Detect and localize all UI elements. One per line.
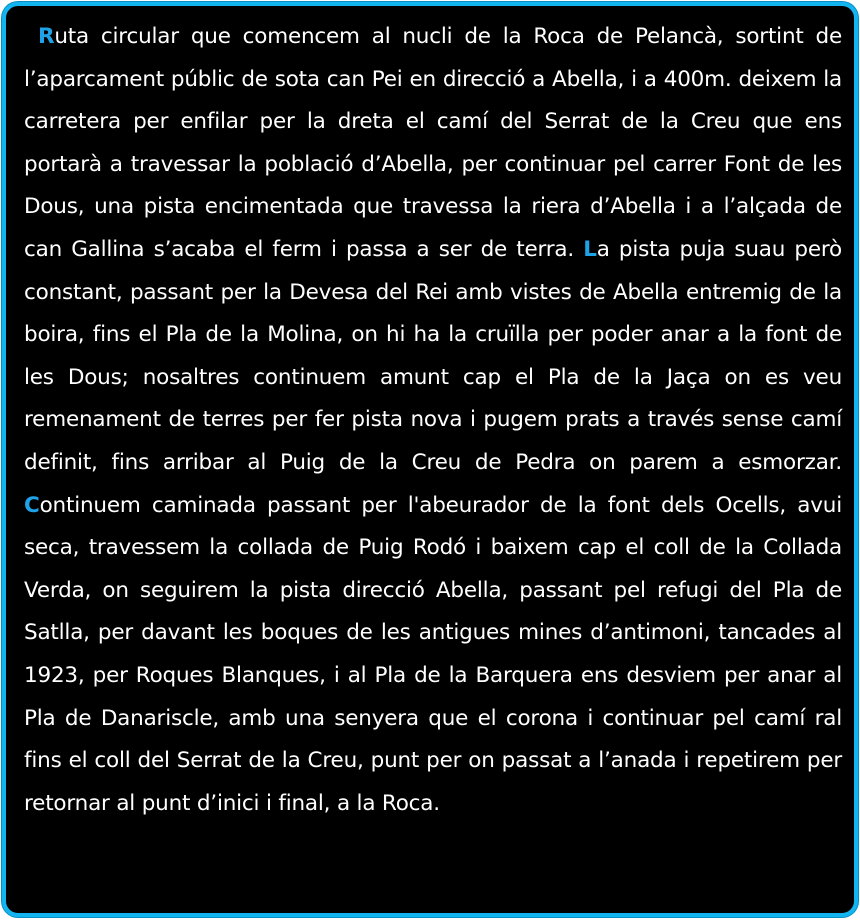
- route-description: [24, 16, 842, 825]
- text-panel: [2, 2, 858, 917]
- initial-letter-l: L: [583, 236, 597, 262]
- text-segment-2: a pista puja suau però constant, passant per la Devesa del Rei amb vistes de Abella entremig de la boira, fins el Pla de la Molina, on hi ha la cruïlla per poder anar a la font de les Dous; nosaltres continuem amunt cap el Pla de la Jaça on es veu remenament de terres per fer pista nova i pugem prats a través sense camí definit, fins arribar al Puig de la Creu de Pedra on parem a esmorzar.: [24, 236, 842, 475]
- text-segment-1: uta circular que comencem al nucli de la Roca de Pelancà, sortint de l’aparcament públic de sota can Pei en direcció a Abella, i a 400m. deixem la carretera per enfilar per la dreta el camí del Serrat de la Creu que ens portarà a travessar la població d’Abella, per continuar pel carrer Font de les Dous, una pista encimentada que travessa la riera d’Abella i a l’alçada de can Gallina s’acaba el ferm i passa a ser de terra.: [24, 24, 842, 262]
- initial-letter-c: C: [24, 492, 40, 518]
- initial-letter-r: R: [38, 24, 55, 49]
- text-segment-3: ontinuem caminada passant per l'abeurador de la font dels Ocells, avui seca, travessem la collada de Puig Rodó i baixem cap el coll de la Collada Verda, on seguirem la pista direcció Abella, passant pel refugi del Pla de Satlla, per davant les boques de les antigues mines d’antimoni, tancades al 1923, per Roques Blanques, i al Pla de la Barquera ens desviem per anar al Pla de Danariscle, amb una senyera que el corona i continuar pel camí ral fins el coll del Serrat de la Creu, punt per on passat a l’anada i repetirem per retornar al punt d’inici i final, a la Roca.: [24, 492, 842, 816]
